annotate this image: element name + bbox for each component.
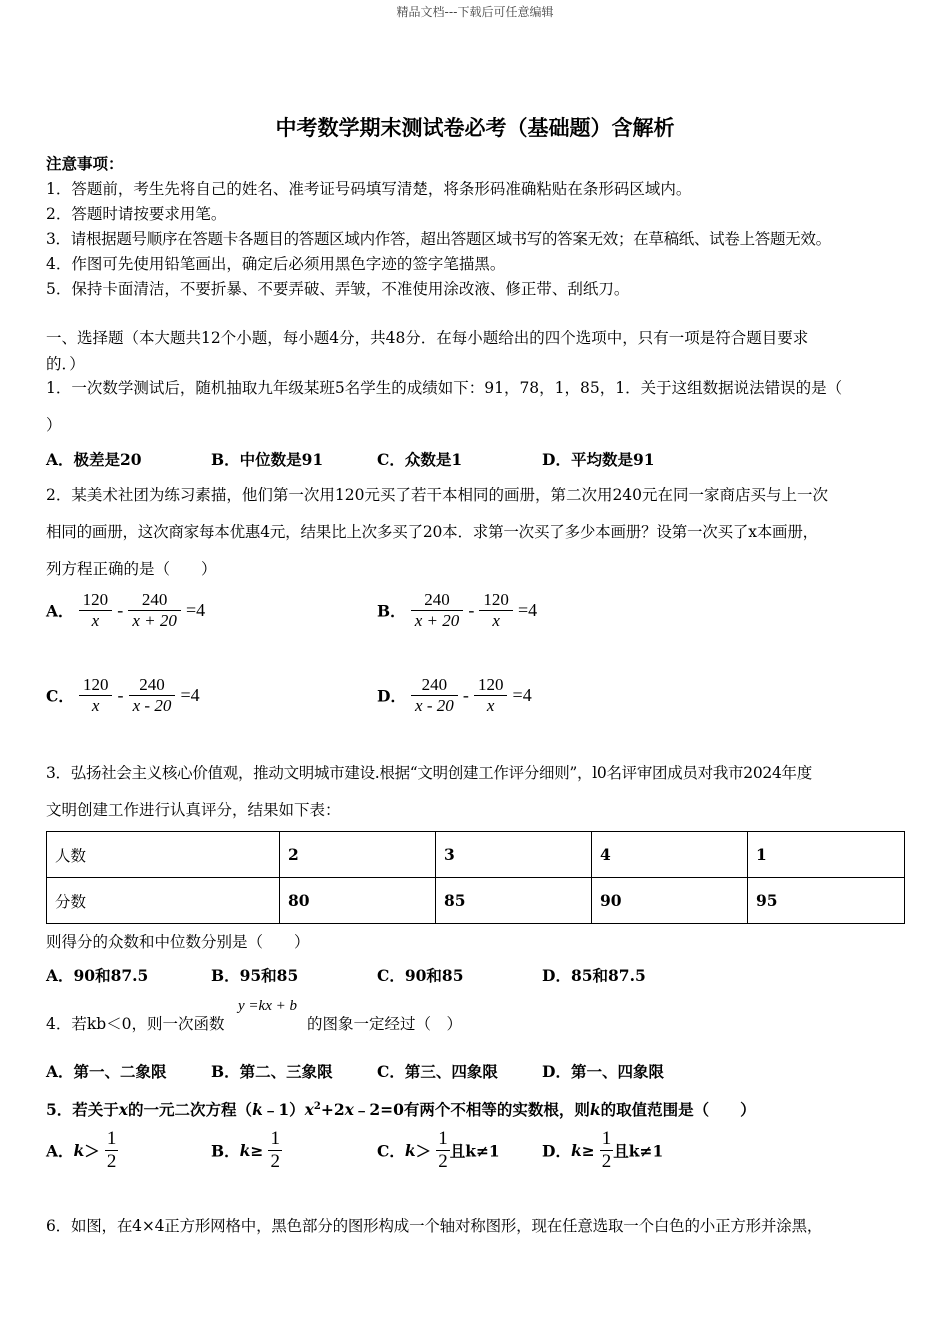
q6-stem: 6．如图，在4×4正方形网格中，黑色部分的图形构成一个轴对称图形，现在任意选取一个白色的小正方形并涂黑， <box>46 1217 823 1235</box>
option-label: C． <box>46 686 74 706</box>
q1-stem-cont: ） <box>46 416 62 434</box>
table-row <box>47 832 905 878</box>
q3-question: 则得分的众数和中位数分别是（ ） <box>46 933 310 951</box>
section-heading-cont: 的．） <box>46 355 85 373</box>
fraction: $\frac{120}{x}$ <box>479 590 513 631</box>
option-label: B． <box>377 601 406 621</box>
table-cell: 3 <box>436 832 592 878</box>
q1-option-d: D．平均数是91 <box>542 450 655 469</box>
table-cell: 80 <box>280 878 436 924</box>
q5-option-b: B．k≥ $\frac{1}{2}$ <box>211 1128 280 1172</box>
q5-option-a: A．k＞ $\frac{1}{2}$ <box>46 1128 117 1172</box>
q2-option-c: C． $\frac{120}{x}$ - $\frac{240}{x - 20}$ =4 <box>46 675 200 715</box>
notice-item: 2．答题时请按要求用笔。 <box>46 205 227 223</box>
fraction: $\frac{1}{2}$ <box>270 1128 280 1172</box>
notice-item: 1．答题前，考生先将自己的姓名、准考证号码填写清楚，将条形码准确粘贴在条形码区域内。 <box>46 180 692 198</box>
table-cell: 1 <box>748 832 905 878</box>
fraction: $\frac{1}{2}$ <box>106 1128 117 1172</box>
q2-option-b: B． $\frac{240}{x + 20}$ - $\frac{120}{x}$ =4 <box>377 590 538 630</box>
fraction: $\frac{240}{x - 20}$ <box>411 675 458 716</box>
page-header: 精品文档---下载后可任意编辑 <box>396 5 554 19</box>
q3-option-c: C．90和85 <box>377 966 464 985</box>
q3-option-d: D．85和87.5 <box>542 966 646 985</box>
q3-option-a: A．90和87.5 <box>46 966 149 985</box>
q3-stem: 3．弘扬社会主义核心价值观，推动文明城市建设.根据“文明创建工作评分细则”，l0名评审团成员对我市2024年度 <box>46 764 812 782</box>
fraction: $\frac{1}{2}$ <box>438 1128 448 1172</box>
q1-option-a: A．极差是20 <box>46 450 142 469</box>
q4-option-b: B．第二、三象限 <box>211 1062 333 1081</box>
option-label: A． <box>46 601 74 621</box>
table-cell: 90 <box>592 878 748 924</box>
fraction: $\frac{120}{x}$ <box>79 590 113 631</box>
q1-option-b: B．中位数是91 <box>211 450 324 469</box>
table-cell: 人数 <box>47 832 280 878</box>
fraction: $\frac{120}{x}$ <box>79 675 113 716</box>
table-cell: 95 <box>748 878 905 924</box>
table-cell: 分数 <box>47 878 280 924</box>
fraction: $\frac{240}{x - 20}$ <box>129 675 176 716</box>
q3-option-b: B．95和85 <box>211 966 299 985</box>
q1-option-c: C．众数是1 <box>377 450 463 469</box>
q2-option-d: D． $\frac{240}{x - 20}$ - $\frac{120}{x}$ =4 <box>377 675 532 715</box>
table-cell: 4 <box>592 832 748 878</box>
notice-item: 4．作图可先使用铅笔画出，确定后必须用黑色字迹的签字笔描黑。 <box>46 255 506 273</box>
q4-stem-post: 的图象一定经过（ ） <box>307 1015 463 1033</box>
table-row <box>47 878 905 924</box>
q2-stem: 2．某美术社团为练习素描，他们第一次用120元买了若干本相同的画册，第二次用240元在同一家商店买与上一次 <box>46 486 829 504</box>
option-label: D． <box>377 686 406 706</box>
page-title: 中考数学期末测试卷必考（基础题）含解析 <box>275 116 675 140</box>
q4-option-d: D．第一、四象限 <box>542 1062 664 1081</box>
q2-stem-cont: 相同的画册，这次商家每本优惠4元，结果比上次多买了20本．求第一次买了多少本画册？设第一次买了x本画册， <box>46 523 818 541</box>
notice-item: 3．请根据题号顺序在答题卡各题目的答题区域内作答，超出答题区域书写的答案无效；在草稿纸、试卷上答题无效。 <box>46 230 831 248</box>
fraction: $\frac{240}{x + 20}$ <box>411 590 464 631</box>
q4-option-c: C．第三、四象限 <box>377 1062 498 1081</box>
fraction: $\frac{120}{x}$ <box>474 675 508 716</box>
q5-option-d: D．k≥ $\frac{1}{2}$ 且k≠1 <box>542 1128 664 1172</box>
q1-stem: 1．一次数学测试后，随机抽取九年级某班5名学生的成绩如下：91，78，1，85，1．关于这组数据说法错误的是（ <box>46 379 843 397</box>
q3-stem-cont: 文明创建工作进行认真评分，结果如下表： <box>46 801 341 819</box>
q5-option-c: C．k＞ $\frac{1}{2}$ 且k≠1 <box>377 1128 500 1172</box>
q4-formula: y =kx + b <box>238 998 297 1014</box>
table-cell: 2 <box>280 832 436 878</box>
q2-option-a: A． $\frac{120}{x}$ - $\frac{240}{x + 20}$ =4 <box>46 590 206 630</box>
notice-item: 5．保持卡面清洁，不要折暴、不要弄破、弄皱，不准使用涂改液、修正带、刮纸刀。 <box>46 280 630 298</box>
q5-stem: 5．若关于x的一元二次方程$(k﹣1)x^2+2x﹣2=0$有两个不相等的实数根，则k的取值范围是（ ） <box>46 1100 756 1120</box>
notice-heading: 注意事项： <box>46 154 124 173</box>
q4-stem-pre: 4．若kb＜0，则一次函数 <box>46 1015 225 1033</box>
q4-option-a: A．第一、二象限 <box>46 1062 167 1081</box>
section-heading: 一、选择题（本大题共12个小题，每小题4分，共48分．在每小题给出的四个选项中，只有一项是符合题目要求 <box>46 329 809 347</box>
fraction: $\frac{240}{x + 20}$ <box>128 590 181 631</box>
q2-stem-cont2: 列方程正确的是（ ） <box>46 560 217 578</box>
score-table <box>46 831 905 924</box>
table-cell: 85 <box>436 878 592 924</box>
fraction: $\frac{1}{2}$ <box>601 1128 612 1172</box>
